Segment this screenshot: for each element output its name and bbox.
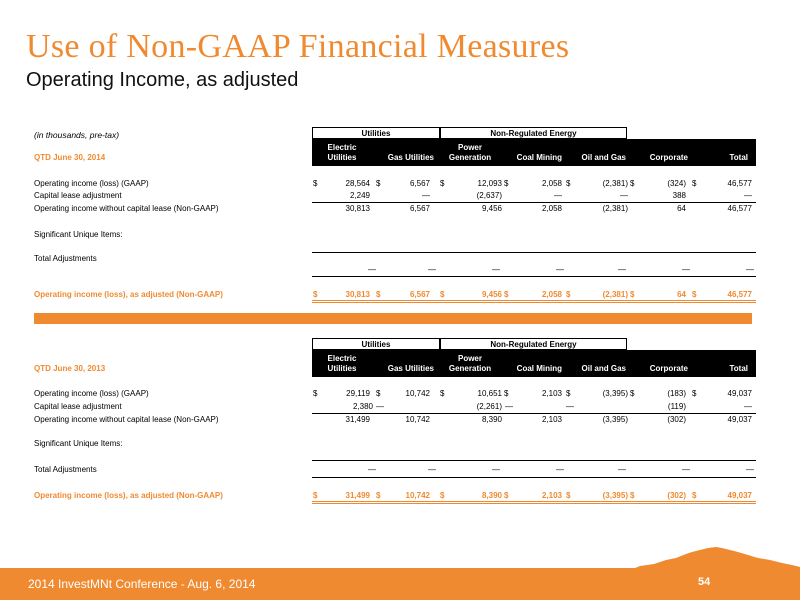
period-label: QTD June 30, 2014	[34, 153, 106, 162]
mountain-logo-graphic	[630, 544, 800, 570]
rule	[312, 460, 756, 461]
table-row: — — — — — — —	[368, 265, 754, 274]
table-row: Operating income (loss), as adjusted (Non-GAAP) $ 30,813 $ 6,567 $ 9,456 $ 2,058 $ (2,381) $ 64 $ 46,577	[34, 290, 752, 299]
table-row: Operating income without capital lease (Non-GAAP) 31,499 10,742 8,390 2,103 (3,395) (302) 49,037	[34, 415, 752, 424]
units-caption: (in thousands, pre-tax)	[34, 130, 120, 140]
table-row: Capital lease adjustment 2,249 — (2,637) — — 388 —	[34, 191, 752, 200]
col-header-gas: Gas Utilities	[387, 153, 434, 162]
slide-title: Use of Non-GAAP Financial Measures	[26, 28, 570, 65]
rule	[312, 276, 756, 277]
table-row: Operating income (loss) (GAAP) $ 29,119 $ 10,742 $ 10,651 $ 2,103 $ (3,395) $ (183) $ 49,037	[34, 389, 752, 398]
group-header-utilities: Utilities	[312, 127, 440, 139]
group-header-utilities: Utilities	[312, 338, 440, 350]
col-header-total: Total	[729, 153, 748, 162]
group-header-non-regulated: Non-Regulated Energy	[440, 127, 627, 139]
column-header-bar	[312, 350, 756, 377]
col-header-corporate: Corporate	[649, 153, 688, 162]
table-row: Total Adjustments — — — — — — —	[34, 465, 754, 474]
col-header-electric: Electric Utilities	[327, 143, 357, 162]
table-row: Operating income without capital lease (Non-GAAP) 30,813 6,567 9,456 2,058 (2,381) 64 46,577	[34, 204, 752, 213]
col-header-power: Power Generation	[448, 143, 492, 162]
page-number: 54	[698, 576, 711, 588]
table-row: Operating income (loss), as adjusted (Non-GAAP) $ 31,499 $ 10,742 $ 8,390 $ 2,103 $ (3,395) $ (302) $ 49,037	[34, 491, 752, 500]
col-header-coal: Coal Mining	[516, 153, 562, 162]
group-header-non-regulated: Non-Regulated Energy	[440, 338, 627, 350]
col-header-oil-gas: Oil and Gas	[581, 153, 626, 162]
col-header-coal: Coal Mining	[516, 364, 562, 373]
table-row: Total Adjustments	[34, 254, 97, 263]
table-row: Significant Unique Items:	[34, 230, 123, 239]
footer-text: 2014 InvestMNt Conference - Aug. 6, 2014	[28, 577, 256, 591]
period-label: QTD June 30, 2013	[34, 364, 106, 373]
col-header-corporate: Corporate	[649, 364, 688, 373]
column-header-bar	[312, 139, 756, 166]
double-underline	[312, 501, 756, 504]
double-underline	[312, 300, 756, 303]
rule	[312, 477, 756, 478]
col-header-power: Power Generation	[448, 354, 492, 373]
table-row: Capital lease adjustment 2,380 — (2,261) — — (119) —	[34, 402, 752, 411]
col-header-total: Total	[729, 364, 748, 373]
table-row: Operating income (loss) (GAAP) $ 28,564 $ 6,567 $ 12,093 $ 2,058 $ (2,381) $ (324) $ 46,577	[34, 179, 752, 188]
table-row: Significant Unique Items:	[34, 439, 123, 448]
col-header-gas: Gas Utilities	[387, 364, 434, 373]
col-header-oil-gas: Oil and Gas	[581, 364, 626, 373]
col-header-electric: Electric Utilities	[327, 354, 357, 373]
slide-subtitle: Operating Income, as adjusted	[26, 69, 299, 91]
section-divider	[34, 313, 752, 324]
